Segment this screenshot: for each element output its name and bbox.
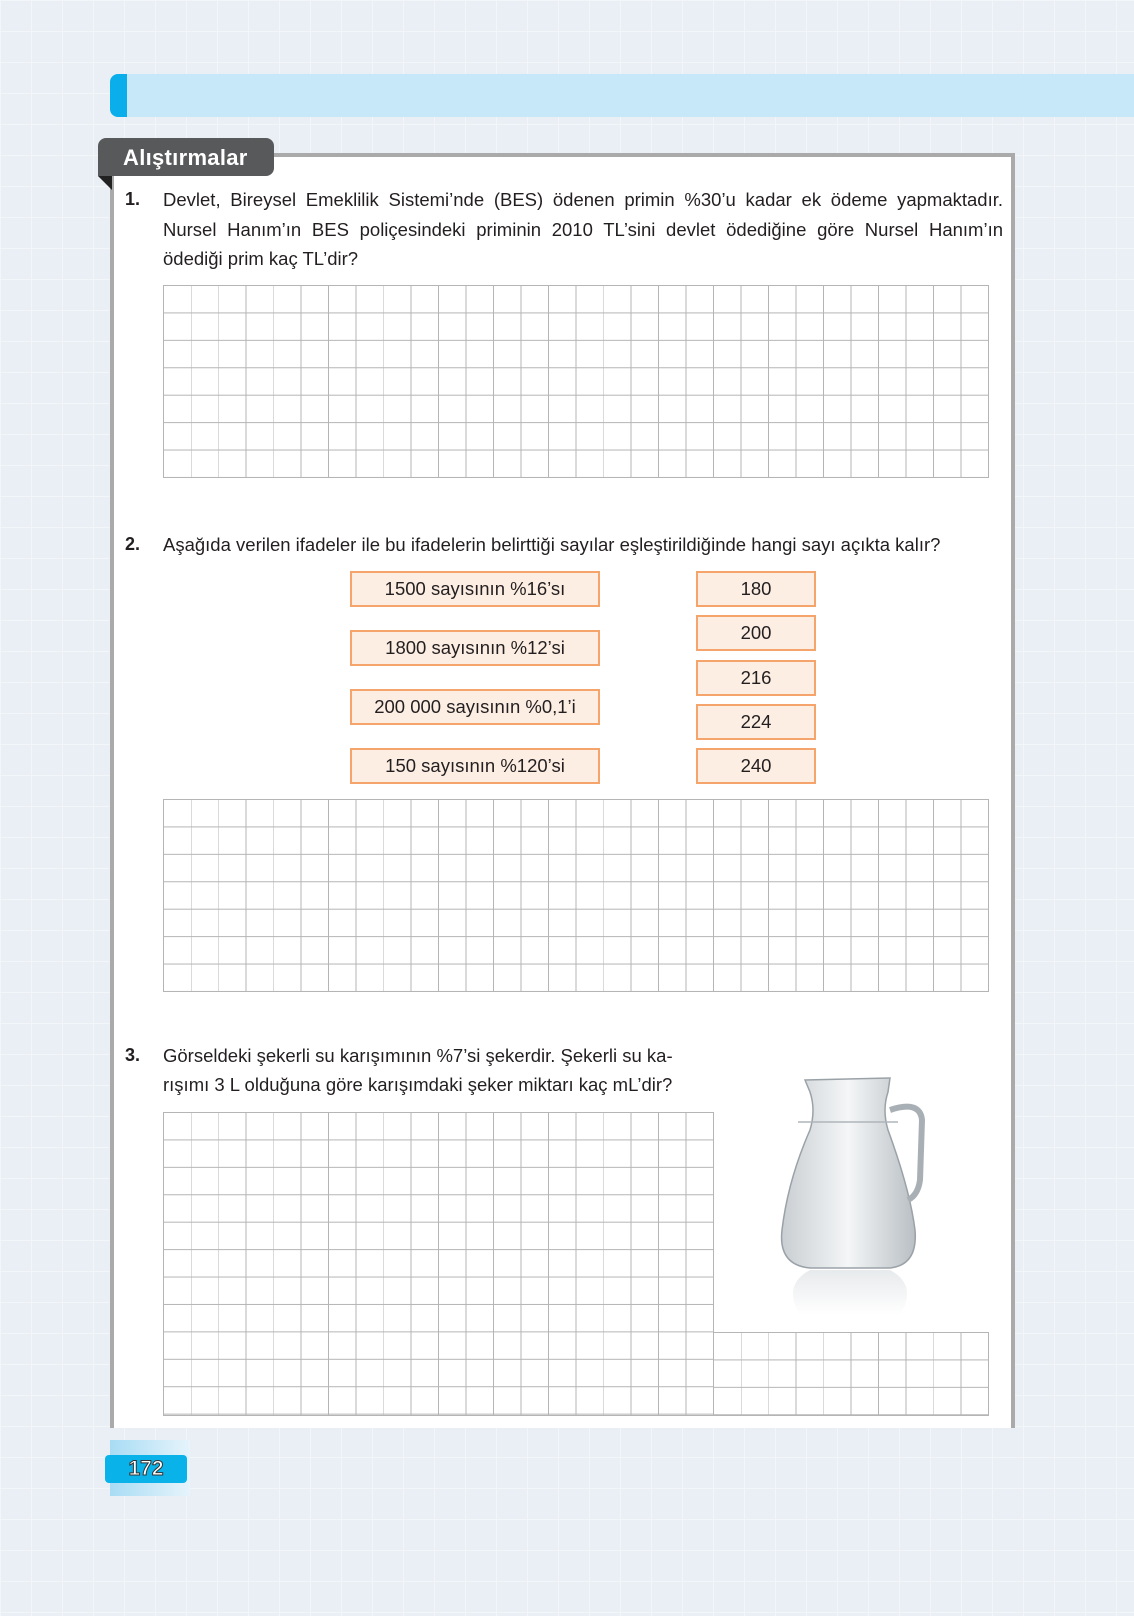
- question-2-text: Aşağıda verilen ifadeler ile bu ifadelerin belirttiği sayılar eşleştirildiğinde hangi sayı açıkta kalır?: [163, 534, 941, 555]
- number-box: 200: [696, 615, 816, 651]
- number-box: 240: [696, 748, 816, 784]
- water-jug-image: [770, 1070, 930, 1320]
- number-box: 180: [696, 571, 816, 607]
- expression-box: 1800 sayısının %12’si: [350, 630, 600, 666]
- number-box: 216: [696, 660, 816, 696]
- section-title: Alıştırmalar: [98, 138, 274, 176]
- number-box: 224: [696, 704, 816, 740]
- page-number: 172: [105, 1455, 187, 1483]
- expression-box: 150 sayısının %120’si: [350, 748, 600, 784]
- answer-grid-1[interactable]: [163, 285, 989, 478]
- question-2-number: 2.: [125, 534, 141, 554]
- answer-grid-2[interactable]: [163, 799, 989, 992]
- question-3-line-2: rışımı 3 L olduğuna göre karışımdaki şeker miktarı kaç mL’dir?: [163, 1074, 673, 1095]
- expression-box: 1500 sayısının %16’sı: [350, 571, 600, 607]
- header-bar: [110, 74, 1134, 117]
- question-3-line-1: Görseldeki şekerli su karışımının %7’si şekerdir. Şekerli su ka-: [163, 1045, 673, 1066]
- question-1-text: Devlet, Bireysel Emeklilik Sistemi’nde (BES) ödenen primin %30’u kadar ek ödeme yapmaktadır. Nursel Hanım’ın BES poliçesindeki priminin 2010 TL’sini devlet ödediğine göre Nursel Hanım’ın ödediği prim kaç TL’dir?: [163, 189, 1003, 269]
- header-accent: [110, 74, 127, 117]
- question-3-number: 3.: [125, 1045, 141, 1065]
- answer-grid-3-extension[interactable]: [713, 1332, 989, 1416]
- question-1-number: 1.: [125, 189, 141, 209]
- tab-fold: [98, 176, 112, 190]
- expression-box: 200 000 sayısının %0,1’i: [350, 689, 600, 725]
- answer-grid-3[interactable]: [163, 1112, 714, 1416]
